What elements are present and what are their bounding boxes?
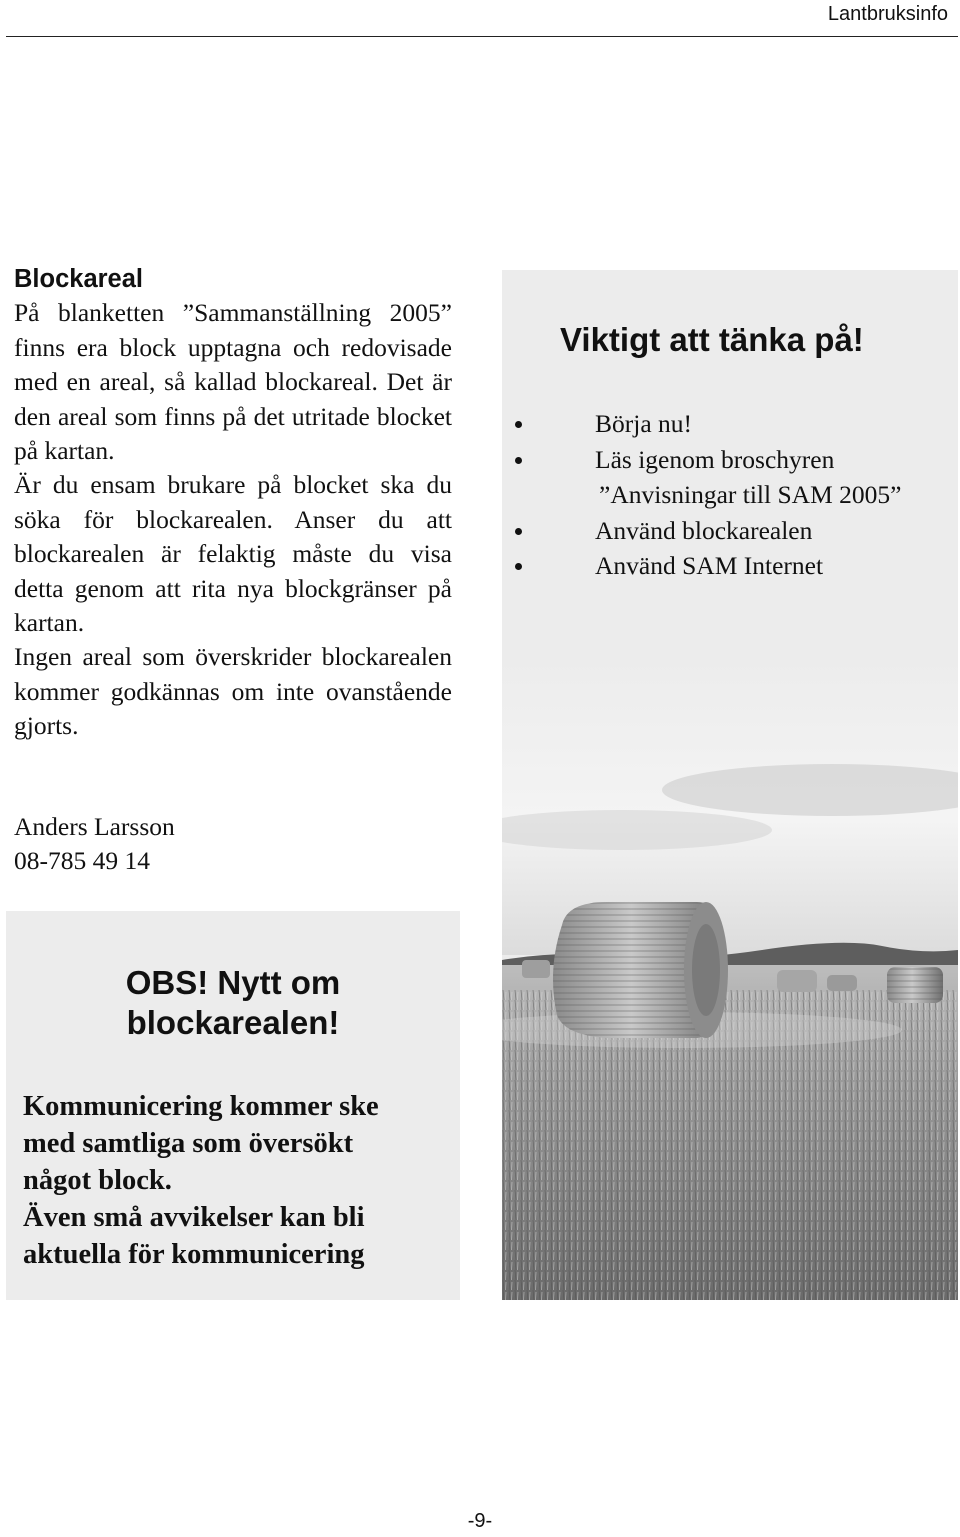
- header-divider: [6, 36, 958, 37]
- viktigt-panel: [502, 270, 958, 1300]
- list-item-subtext: ”Anvisningar till SAM 2005”: [599, 480, 902, 509]
- bullet-icon: [515, 457, 522, 464]
- paragraph-ensam-brukare: Är du ensam brukare på blocket ska du söka för blockarealen. Anser du att blockarealen är felaktig måste du visa detta genom att rita nya blockgränser på kartan.: [14, 470, 452, 638]
- obs-body-line: aktuella för kommunicering: [23, 1239, 365, 1270]
- list-item-text: Använd blockarealen: [595, 515, 813, 545]
- obs-body: [23, 1088, 453, 1273]
- list-item-text: Läs igenom broschyren: [595, 444, 835, 474]
- page-number: -9-: [467, 1510, 493, 1532]
- bullet-icon: [515, 421, 522, 428]
- viktigt-title: Viktigt att tänka på!: [560, 321, 864, 358]
- viktigt-list: [502, 406, 958, 584]
- contact-block: [14, 810, 175, 879]
- bullet-icon: [515, 528, 522, 535]
- obs-body-line: Även små avvikelser kan bli: [23, 1202, 365, 1233]
- paragraph-sammanstallning: På blanketten ”Sammanställning 2005” finns era block upptagna och redovisade med en areal, så kallad blockareal. Det är den areal som finns på det utritade blocket på kartan.: [14, 298, 452, 466]
- obs-title-line: OBS! Nytt om: [125, 964, 341, 1001]
- section-heading: Blockareal: [14, 265, 143, 293]
- list-item-text: Använd SAM Internet: [595, 551, 824, 580]
- bullet-icon: [515, 563, 522, 570]
- list-item: [502, 513, 958, 549]
- obs-body-line: något block.: [23, 1165, 172, 1196]
- list-item: [502, 442, 958, 513]
- obs-notice-box: [6, 911, 460, 1300]
- header-title: Lantbruksinfo: [827, 3, 948, 25]
- list-item: [502, 406, 958, 442]
- obs-title: [6, 963, 460, 1043]
- list-item: [502, 548, 958, 584]
- contact-phone: 08-785 49 14: [14, 846, 150, 876]
- obs-title-line: blockarealen!: [126, 1004, 340, 1041]
- obs-body-line: Kommunicering kommer ske: [23, 1091, 379, 1122]
- paragraph-ingen-areal: Ingen areal som överskrider blockarealen kommer godkännas om inte ovanstående gjorts.: [14, 642, 452, 741]
- list-item-text: Börja nu!: [595, 409, 693, 438]
- blockareal-section: [14, 262, 452, 744]
- contact-name: Anders Larsson: [14, 812, 175, 841]
- obs-body-line: med samtliga som översökt: [23, 1128, 354, 1159]
